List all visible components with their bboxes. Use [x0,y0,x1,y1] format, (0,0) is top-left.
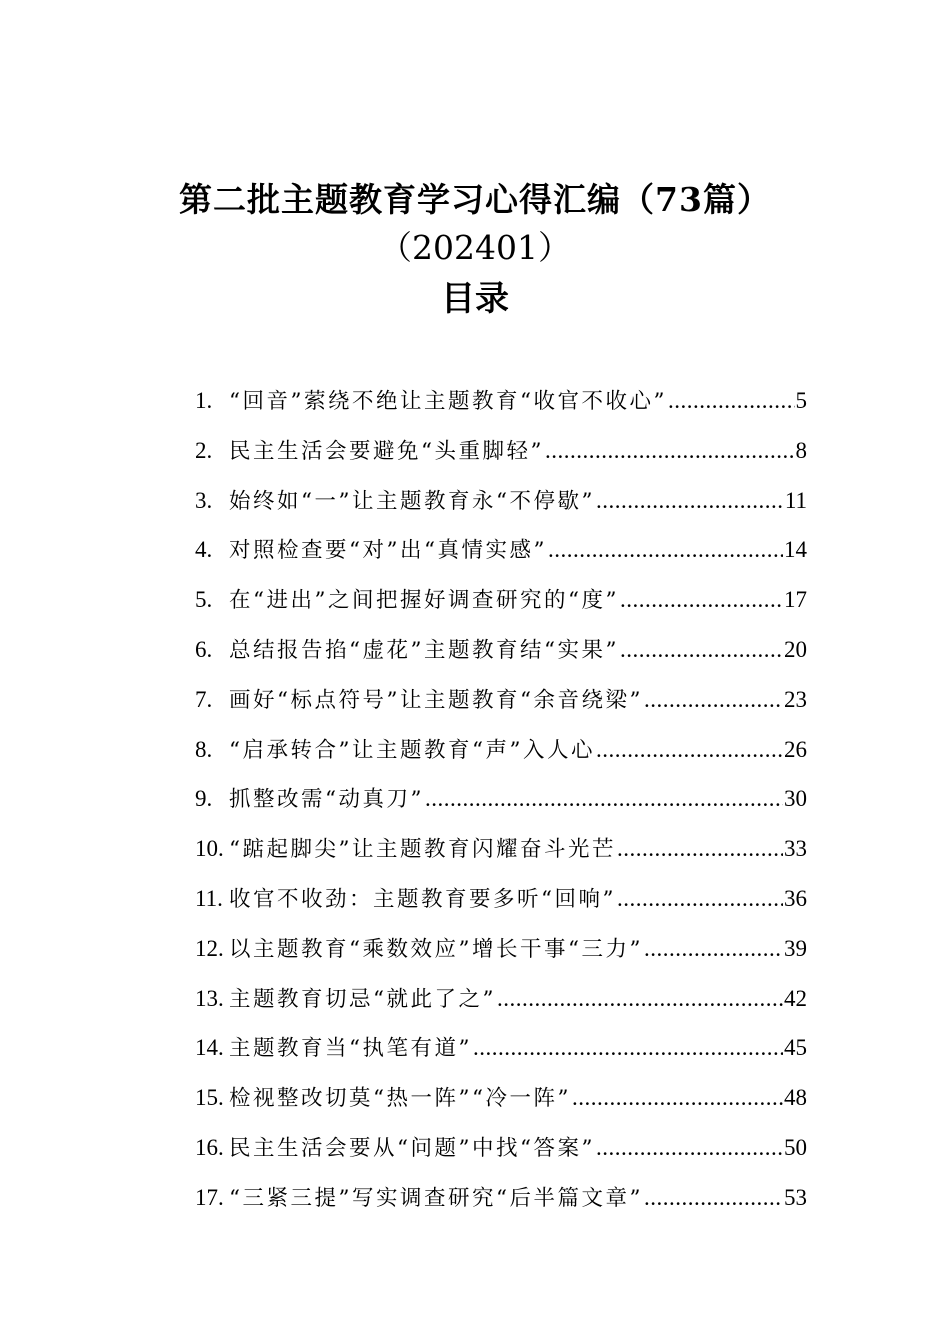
toc-dot-leader [644,1173,783,1223]
toc-entry-title: 主题教育当“执笔有道” [229,1036,472,1062]
toc-entry-title: 民主生活会要从“问题”中找“答案” [229,1135,595,1161]
toc-entry-page: 20 [784,636,807,662]
toc-dot-leader [596,476,784,526]
toc-entry[interactable] [195,774,807,824]
toc-entry-page: 50 [784,1134,807,1160]
toc-entry-title: 主题教育切忌“就此了之” [229,986,496,1012]
toc-entry-number: 3. [195,487,213,513]
toc-entry-number: 15. [195,1085,224,1111]
toc-entry-title: 画好“标点符号”让主题教育“余音绕梁” [229,687,643,713]
toc-dot-leader [620,575,783,625]
toc-dot-leader [473,1023,783,1073]
toc-entry-title: 收官不收劲：主题教育要多听“回响” [229,886,616,912]
toc-entry[interactable] [195,675,807,725]
toc-entry-page: 11 [784,487,807,513]
toc-entry-number: 9. [195,786,213,812]
toc-heading: 目录 [441,279,509,319]
toc-entry-page: 39 [784,935,807,961]
toc-entry[interactable] [195,426,807,476]
toc-entry-title: “启承转合”让主题教育“声”入人心 [229,737,595,763]
toc-entry-number: 2. [195,437,213,463]
toc-dot-leader [668,376,795,426]
toc-entry-title: 以主题教育“乘数效应”增长干事“三力” [229,936,643,962]
toc-dot-leader [572,1073,783,1123]
toc-dot-leader [644,675,783,725]
toc-dot-leader [596,1123,783,1173]
toc-dot-leader [617,824,783,874]
toc-entry-title: “踮起脚尖”让主题教育闪耀奋斗光芒 [229,837,616,863]
toc-dot-leader [617,874,783,924]
toc-entry-title: “三紧三提”写实调查研究“后半篇文章” [229,1185,643,1211]
toc-entry-page: 30 [784,786,807,812]
toc-entry-title: 检视整改切莫“热一阵”“冷一阵” [229,1086,571,1112]
toc-entry-page: 45 [784,1035,807,1061]
toc-entry-number: 17. [195,1184,224,1210]
toc-entry-number: 11. [195,885,223,911]
toc-entry-number: 8. [195,736,213,762]
toc-entry-title: 抓整改需“动真刀” [229,787,424,813]
toc-entry-number: 12. [195,935,224,961]
toc-entry-number: 5. [195,587,213,613]
toc-entry[interactable] [195,575,807,625]
toc-entry-number: 16. [195,1134,224,1160]
toc-entry-number: 6. [195,636,213,662]
toc-entry[interactable] [195,974,807,1024]
toc-entry-page: 42 [784,985,807,1011]
toc-entry[interactable] [195,625,807,675]
toc-entry-title: 始终如“一”让主题教育永“不停歇” [229,488,595,514]
toc-entry-number: 13. [195,985,224,1011]
toc-entry[interactable] [195,725,807,775]
toc-entry-page: 53 [784,1184,807,1210]
toc-entry-number: 10. [195,836,224,862]
document-title: 第二批主题教育学习心得汇编（73篇） [179,180,771,219]
toc-entry-page: 26 [784,736,807,762]
toc-dot-leader [644,924,783,974]
toc-entry[interactable] [195,1123,807,1173]
toc-entry[interactable] [195,874,807,924]
toc-entry-page: 23 [784,686,807,712]
toc-entry-title: “回音”萦绕不绝让主题教育“收官不收心” [229,389,667,414]
toc-entry-page: 8 [795,437,807,463]
toc-entry-title: 民主生活会要避免“头重脚轻” [229,438,544,464]
toc-entry[interactable] [195,476,807,526]
toc-entry-page: 14 [784,537,807,563]
toc-entry[interactable] [195,1173,807,1223]
toc-entry-title: 对照检查要“对”出“真情实感” [229,538,547,564]
toc-entry-number: 7. [195,686,213,712]
toc-dot-leader [497,974,783,1024]
toc-dot-leader [596,725,783,775]
toc-dot-leader [548,525,783,575]
toc-entry[interactable] [195,924,807,974]
toc-dot-leader [425,774,783,824]
toc-entry-title: 总结报告掐“虚花”主题教育结“实果” [229,637,619,663]
toc-entry-number: 14. [195,1035,224,1061]
toc-entry-page: 33 [784,836,807,862]
toc-entry[interactable] [195,1073,807,1123]
toc-dot-leader [545,426,795,476]
document-subtitle: （202401） [379,228,571,267]
toc-entry-page: 5 [795,388,807,413]
toc-entry-number: 1. [195,388,213,413]
toc-dot-leader [620,625,783,675]
toc-entry-title: 在“进出”之间把握好调查研究的“度” [229,588,619,614]
toc-entry-page: 36 [784,885,807,911]
toc-entry[interactable] [195,525,807,575]
toc-entry-number: 4. [195,537,213,563]
toc-entry-page: 48 [784,1085,807,1111]
toc-entry-page: 17 [784,587,807,613]
toc-entry[interactable] [195,376,807,426]
toc-entry[interactable] [195,824,807,874]
table-of-contents [195,376,807,1223]
toc-entry[interactable] [195,1023,807,1073]
